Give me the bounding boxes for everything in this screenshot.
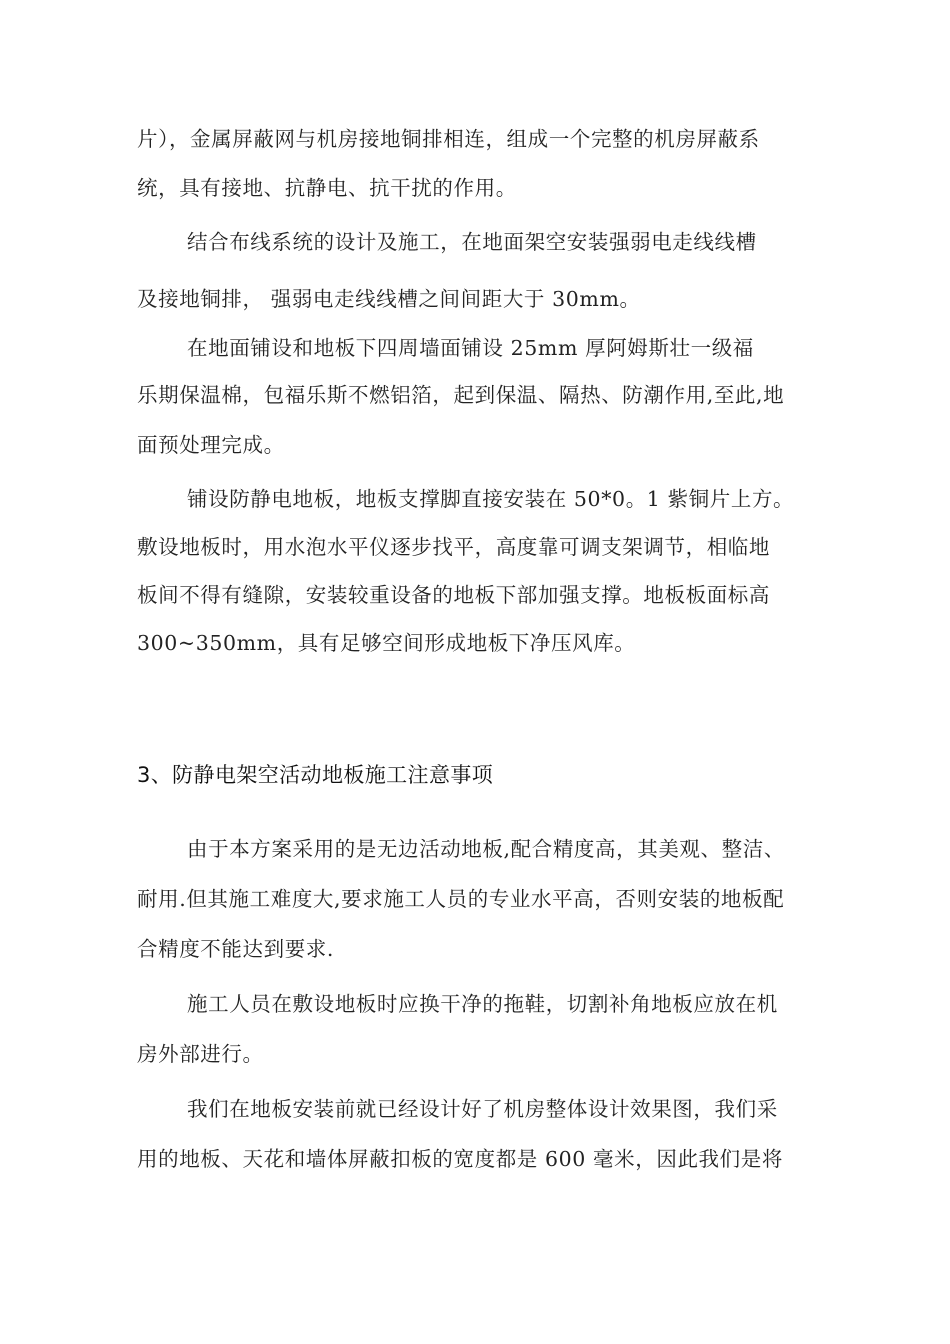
section-heading: 3、防静电架空活动地板施工注意事项	[137, 763, 494, 787]
text-line: 我们在地板安装前就已经设计好了机房整体设计效果图，我们采	[187, 1097, 778, 1121]
text-line: 统，具有接地、抗静电、抗干扰的作用。	[137, 176, 517, 200]
text-line: 敷设地板时，用水泡水平仪逐步找平，高度靠可调支架调节，相临地	[137, 535, 770, 559]
text-line: 由于本方案采用的是无边活动地板,配合精度高，其美观、整洁、	[187, 837, 785, 861]
text-line: 面预处理完成。	[137, 433, 285, 457]
text-line: 在地面铺设和地板下四周墙面铺设 25mm 厚阿姆斯壮一级福	[187, 336, 754, 360]
text-line: 及接地铜排， 强弱电走线线槽之间间距大于 30mm。	[137, 287, 641, 311]
text-line: 合精度不能达到要求.	[137, 937, 335, 961]
text-line: 房外部进行。	[137, 1042, 264, 1066]
text-line: 铺设防静电地板，地板支撑脚直接安装在 50*0。1 紫铜片上方。	[187, 487, 795, 511]
text-line: 片），金属屏蔽网与机房接地铜排相连，组成一个完整的机房屏蔽系	[137, 127, 760, 151]
text-line: 结合布线系统的设计及施工，在地面架空安装强弱电走线线槽	[187, 230, 757, 254]
text-line: 用的地板、天花和墙体屏蔽扣板的宽度都是 600 毫米，因此我们是将	[137, 1147, 783, 1171]
text-line: 乐期保温棉，包福乐斯不燃铝箔，起到保温、隔热、防潮作用,至此,地	[137, 383, 785, 407]
text-line: 耐用.但其施工难度大,要求施工人员的专业水平高，否则安装的地板配	[137, 887, 785, 911]
text-line: 施工人员在敷设地板时应换干净的拖鞋，切割补角地板应放在机	[187, 992, 778, 1016]
text-line: 300~350mm，具有足够空间形成地板下净压风库。	[137, 631, 636, 655]
text-line: 板间不得有缝隙，安装较重设备的地板下部加强支撑。地板板面标高	[137, 583, 770, 607]
